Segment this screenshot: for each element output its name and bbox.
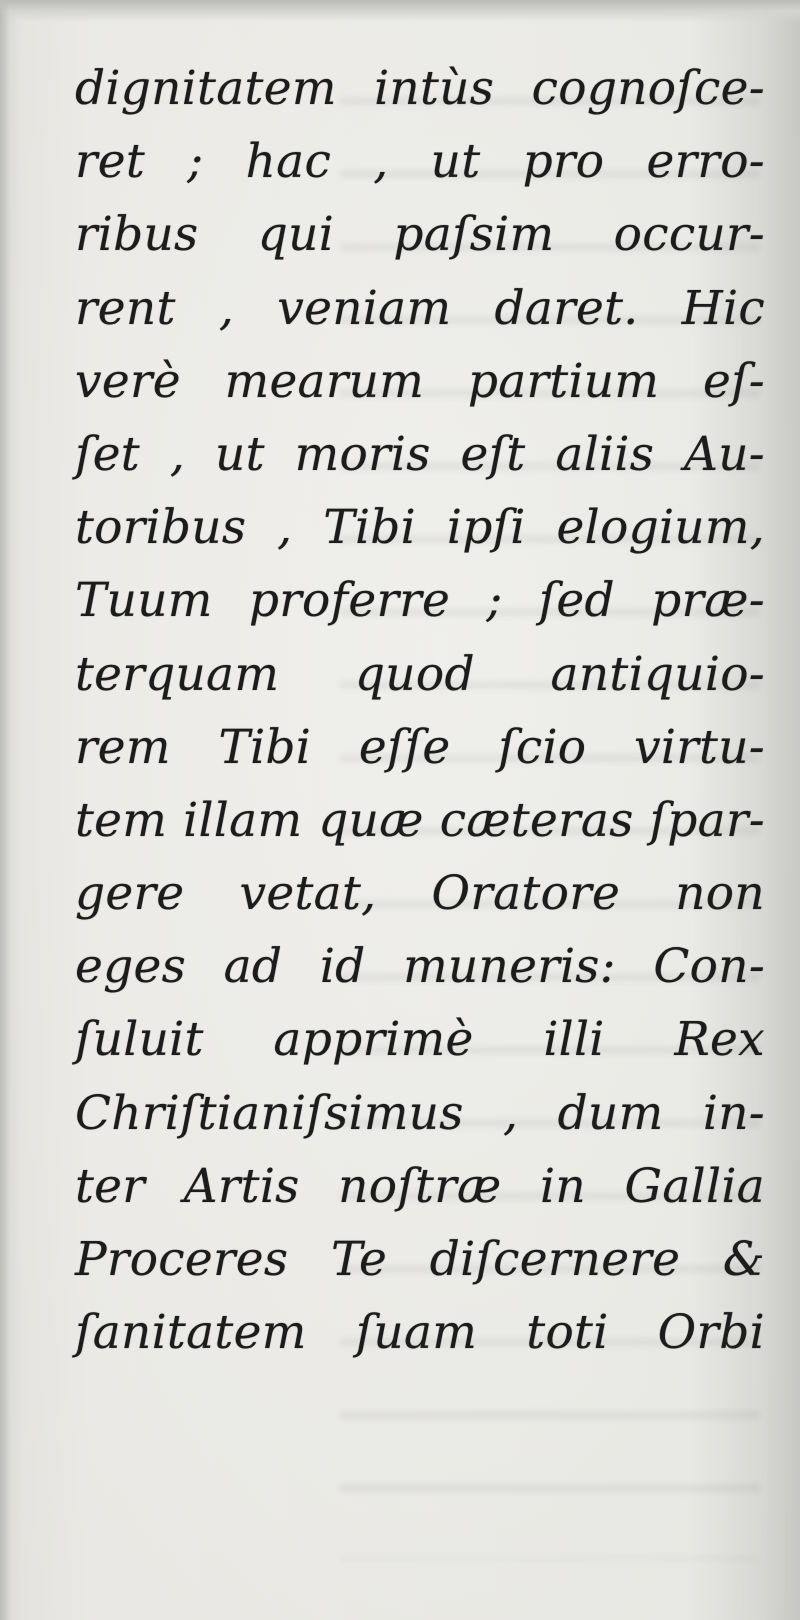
word: elogium,	[556, 500, 765, 556]
word: intùs	[374, 61, 495, 116]
word: ret	[75, 134, 146, 190]
word: moris	[294, 426, 431, 482]
word: Tuum	[75, 573, 213, 629]
word: ipſi	[446, 500, 526, 556]
word: ſuluit	[75, 1012, 204, 1068]
word: Au-	[684, 426, 765, 482]
text-line	[75, 857, 765, 930]
word: ;	[486, 573, 503, 629]
word: rem	[75, 719, 171, 775]
word: dignitatem	[75, 61, 337, 116]
text-line	[75, 1296, 765, 1369]
word: verè	[75, 353, 181, 409]
word: Gallia	[624, 1158, 765, 1214]
word: ,	[169, 426, 186, 482]
word: ſcio	[498, 719, 587, 775]
word: occur-	[613, 207, 765, 263]
word: ;	[187, 134, 204, 190]
word: ſet	[75, 426, 140, 482]
word: ut	[215, 426, 265, 482]
word: Tibi	[323, 500, 416, 556]
text-line	[75, 125, 765, 198]
word: Te	[330, 1232, 388, 1287]
text-line	[75, 930, 765, 1003]
word: muneris:	[403, 939, 616, 995]
word: cognoſce-	[531, 61, 765, 116]
word: virtu-	[634, 719, 765, 775]
word: Orbi	[657, 1305, 765, 1361]
word: aliis	[555, 426, 655, 482]
word: ribus	[75, 207, 199, 263]
word: pro	[522, 134, 605, 190]
text-line	[75, 345, 765, 418]
word: ut	[430, 134, 481, 190]
word: Hic	[681, 280, 765, 336]
word: eſſe	[358, 719, 451, 775]
word: toribus	[75, 500, 247, 556]
word: gere	[75, 866, 185, 922]
word: Oratore	[431, 866, 621, 922]
word: terquam	[75, 646, 280, 702]
word: paſsim	[393, 207, 555, 263]
text-line	[75, 1077, 765, 1150]
text-line	[75, 418, 765, 491]
text-line	[75, 1003, 765, 1076]
word: ſuam	[355, 1305, 478, 1361]
word: id	[319, 939, 366, 995]
word: ad	[223, 939, 283, 995]
page-top-edge	[0, 0, 800, 22]
word: eſt	[460, 426, 526, 482]
word: in-	[702, 1085, 765, 1141]
word: ſanitatem	[75, 1305, 307, 1361]
word: ter	[75, 1158, 146, 1214]
word: ſpar-	[649, 792, 765, 848]
word: præ-	[651, 573, 765, 629]
word: qui	[257, 207, 335, 263]
word: Proceres	[75, 1232, 289, 1287]
word: veniam	[277, 280, 452, 336]
text-line	[75, 638, 765, 711]
word: proferre	[248, 573, 451, 629]
word: toti	[526, 1305, 609, 1361]
word: antiquio-	[550, 646, 765, 702]
text-line	[75, 491, 765, 564]
word: daret.	[494, 280, 639, 336]
word: noſtræ	[338, 1158, 502, 1214]
text-line	[75, 711, 765, 784]
word: tem	[75, 792, 168, 848]
word: cæteras	[439, 792, 634, 848]
word: partium	[467, 353, 660, 409]
word: diſcernere	[429, 1232, 681, 1287]
word: in	[540, 1158, 586, 1214]
word: eſ-	[702, 353, 765, 409]
word: rent	[75, 280, 176, 336]
text-block	[75, 52, 765, 1369]
word: eges	[75, 939, 187, 995]
word: ,	[277, 500, 293, 556]
word: &	[722, 1232, 765, 1287]
text-line	[75, 564, 765, 637]
text-line	[75, 1223, 765, 1296]
word: Artis	[183, 1158, 300, 1214]
word: Con-	[653, 939, 765, 995]
word: illi	[543, 1012, 605, 1068]
word: vetat,	[239, 866, 377, 922]
word: mearum	[224, 353, 425, 409]
page-left-edge	[0, 0, 10, 1620]
text-line	[75, 1150, 765, 1223]
text-line	[75, 52, 765, 125]
word: dum	[557, 1085, 664, 1141]
word: quæ	[318, 792, 424, 848]
word: illam	[183, 792, 303, 848]
word: quod	[354, 646, 475, 702]
word: apprimè	[273, 1012, 474, 1068]
word: erro-	[646, 134, 765, 190]
text-line	[75, 272, 765, 345]
word: ,	[373, 134, 389, 190]
word: ,	[503, 1085, 519, 1141]
text-line	[75, 198, 765, 271]
word: ,	[218, 280, 235, 336]
word: ſed	[538, 573, 615, 629]
word: Chriſtianiſsimus	[75, 1085, 464, 1141]
word: Tibi	[218, 719, 312, 775]
text-line	[75, 784, 765, 857]
word: Rex	[674, 1012, 765, 1068]
word: hac	[245, 134, 332, 190]
word: non	[675, 866, 765, 922]
